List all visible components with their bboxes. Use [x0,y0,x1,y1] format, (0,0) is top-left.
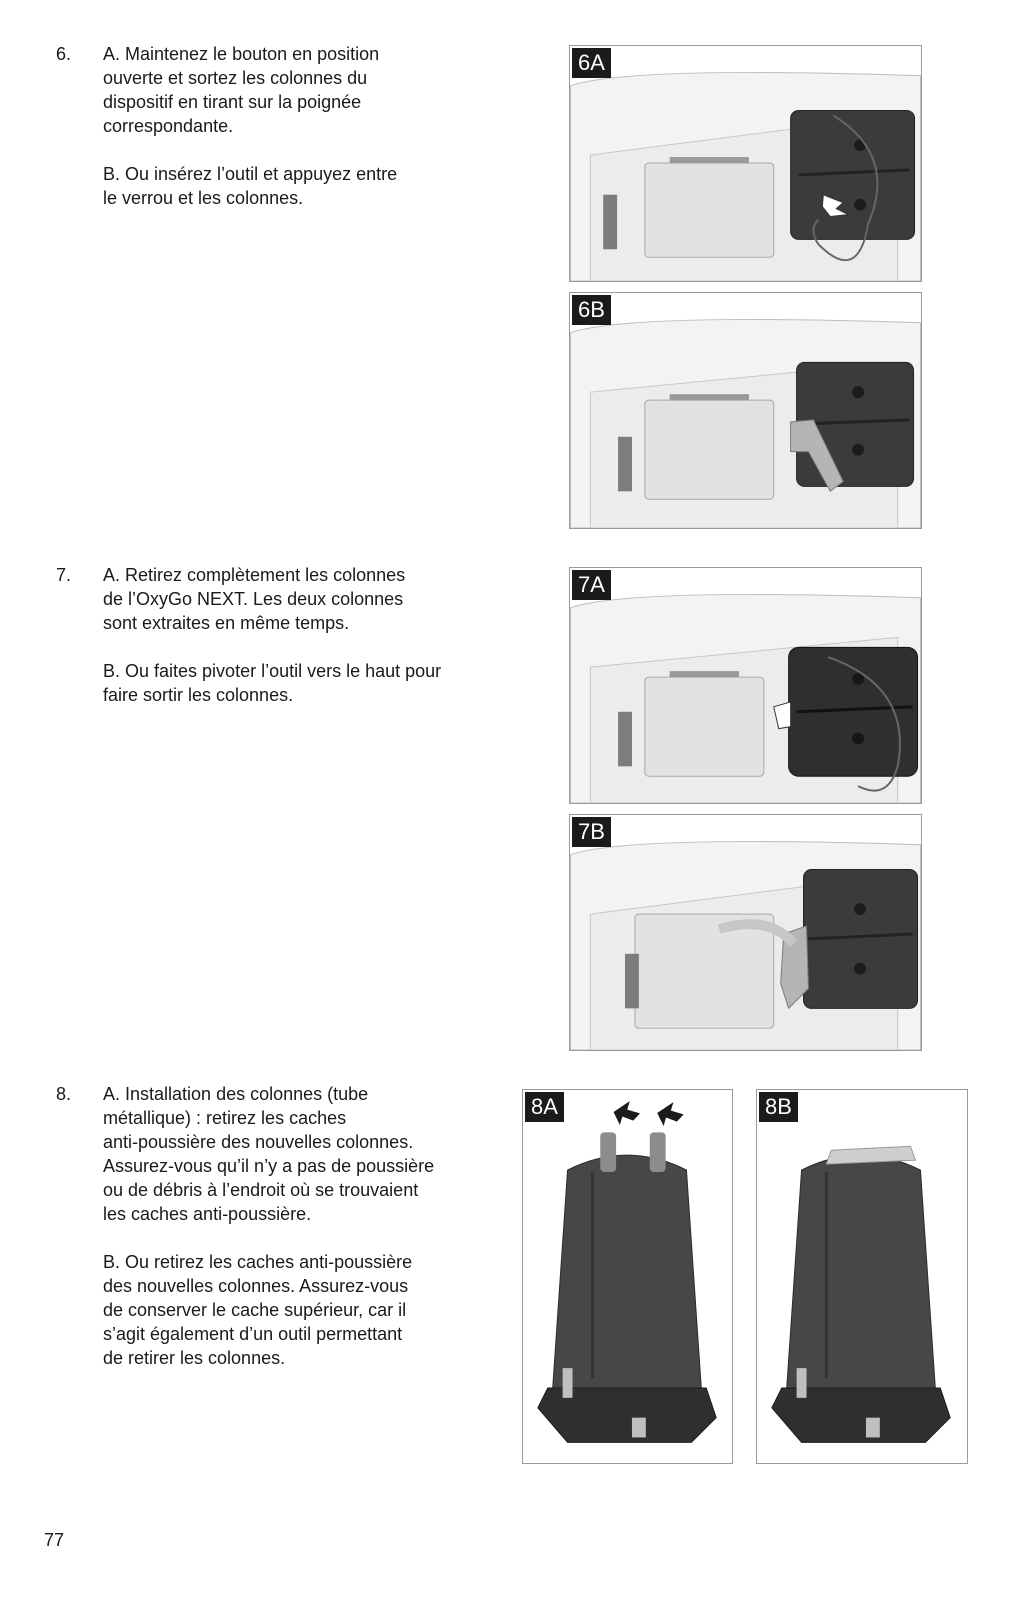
device-illustration [570,293,921,528]
figure-6a [569,45,922,282]
device-illustration [570,46,921,281]
step-paragraph-b: B. Ou insérez l’outil et appuyez entre le verrou et les colonnes. [103,164,398,208]
device-illustration [570,815,921,1050]
step-number: 6. [56,44,72,64]
figure-label: 7B [572,817,611,847]
step-number: 8. [56,1084,72,1104]
step-paragraph-a: A. Installation des colonnes (tube métallique) : retirez les caches anti-poussière des nouvelles colonnes. Assurez-vous qu’il n’y a pas de poussière ou de débris à l’endroit où se trouvaient les caches anti-poussière. [103,1084,435,1224]
figure-label: 8A [525,1092,564,1122]
figure-label: 7A [572,570,611,600]
step-number: 7. [56,565,72,585]
device-illustration [570,568,921,803]
figure-label: 8B [759,1092,798,1122]
step-paragraph-a: A. Maintenez le bouton en position ouverte et sortez les colonnes du dispositif en tirant sur la poignée correspondante. [103,44,380,136]
page-number: 77 [44,1530,65,1550]
step-paragraph-b: B. Ou faites pivoter l’outil vers le haut pour faire sortir les colonnes. [103,661,442,705]
figure-6b [569,292,922,529]
figure-8a [522,1089,733,1464]
figure-7a [569,567,922,804]
figure-label: 6A [572,48,611,78]
column-illustration [757,1090,967,1463]
step-paragraph-b: B. Ou retirez les caches anti-poussière des nouvelles colonnes. Assurez-vous de conserver le cache supérieur, car il s’agit également d’un outil permettant de retirer les colonnes. [103,1252,413,1368]
step-paragraph-a: A. Retirez complètement les colonnes de l’OxyGo NEXT. Les deux colonnes sont extraites en même temps. [103,565,406,633]
figure-label: 6B [572,295,611,325]
figure-7b [569,814,922,1051]
column-illustration [523,1090,732,1463]
figure-8b [756,1089,968,1464]
